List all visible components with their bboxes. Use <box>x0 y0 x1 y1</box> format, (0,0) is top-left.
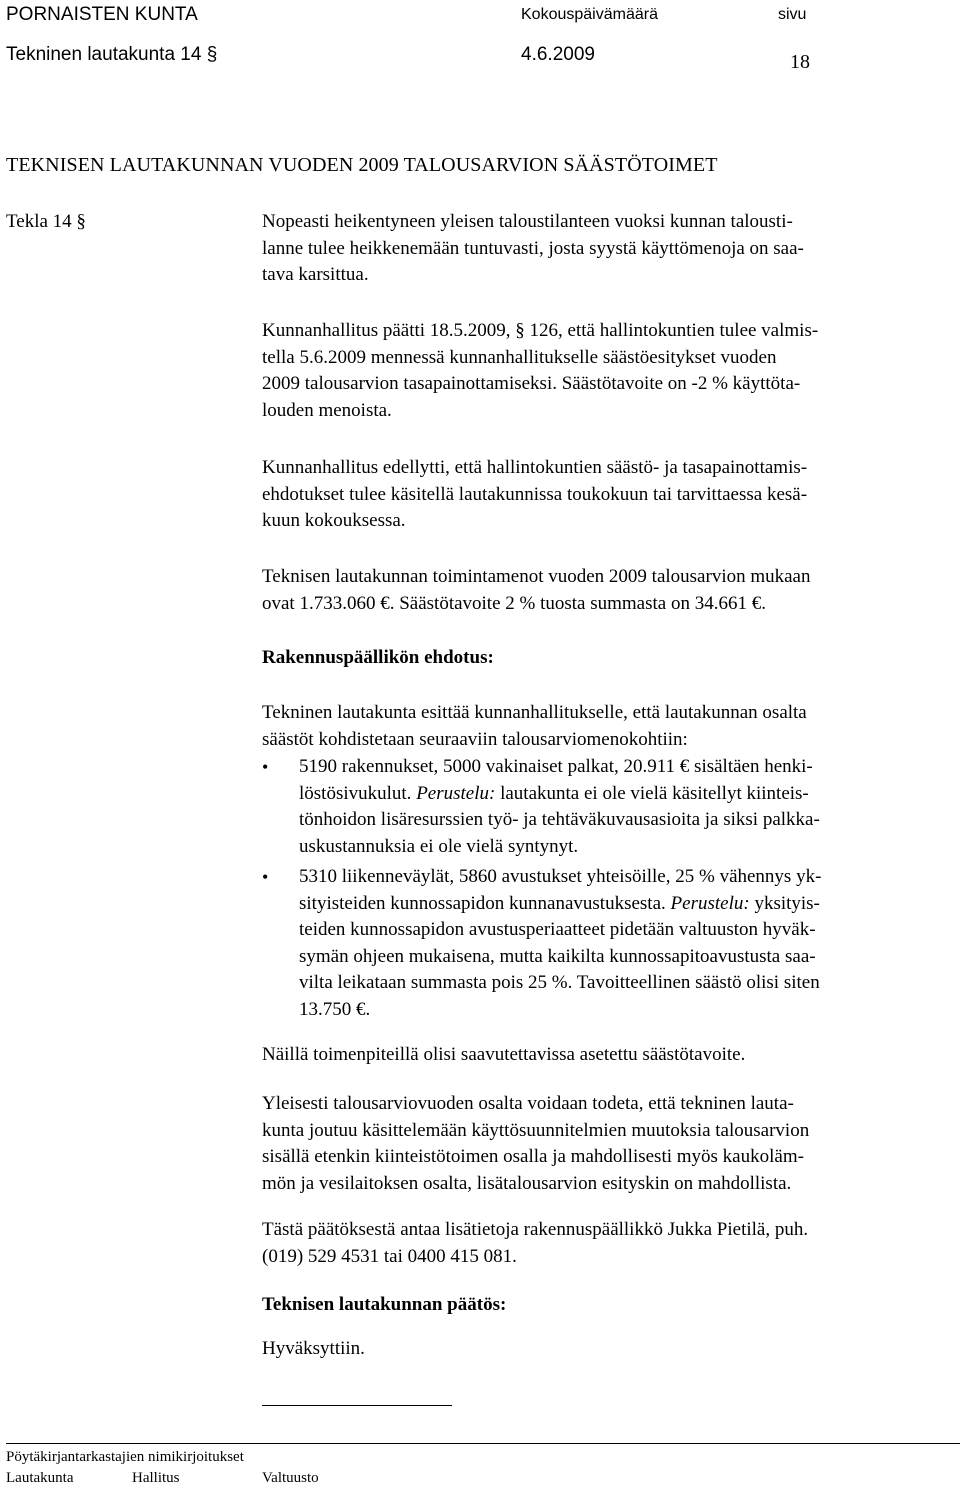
text-line: uskustannuksia ei ole vielä syntynyt. <box>299 835 579 857</box>
page-label: sivu <box>778 6 807 23</box>
text-line: Näillä toimenpiteillä olisi saavutettavissa asetettu säästötavoite. <box>262 1044 746 1065</box>
text-span: löstösivukulut. <box>299 782 417 804</box>
text-line: 5190 rakennukset, 5000 vakinaiset palkat, 20.911 € sisältäen henki- <box>299 756 813 777</box>
paragraph-6 <box>262 1042 745 1069</box>
text-line: tella 5.6.2009 mennessä kunnanhallitukselle säästöesitykset vuoden <box>262 346 777 368</box>
decision-value: Hyväksyttiin. <box>262 1338 365 1359</box>
paragraph-8 <box>262 1217 808 1270</box>
document-title: TEKNISEN LAUTAKUNNAN VUODEN 2009 TALOUSARVION SÄÄSTÖTOIMET <box>6 154 718 176</box>
text-line: 5310 liikenneväylät, 5860 avustukset yhteisöille, 25 % vähennys yk- <box>299 866 822 887</box>
proposal-heading <box>262 645 494 672</box>
paragraph-2 <box>262 318 818 424</box>
page-number: 18 <box>790 51 810 73</box>
text-line: ovat 1.733.060 €. Säästötavoite 2 % tuosta summasta on 34.661 €. <box>262 592 766 614</box>
text-line: louden menoista. <box>262 399 392 421</box>
footer-col-lautakunta: Lautakunta <box>6 1470 74 1486</box>
decision-text <box>262 1336 365 1363</box>
text-line: (019) 529 4531 tai 0400 415 081. <box>262 1245 517 1267</box>
text-line: ehdotukset tulee käsitellä lautakunnissa toukokuun tai tarvittaessa kesä- <box>262 483 808 505</box>
signatures-label: Pöytäkirjantarkastajien nimikirjoitukset <box>6 1449 244 1465</box>
text-line: kunta joutuu käsittelemään käyttösuunnitelmien muutoksia talousarvion <box>262 1119 810 1141</box>
proposal-heading-text: Rakennuspäällikön ehdotus: <box>262 647 494 668</box>
text-line: Teknisen lautakunnan toimintamenot vuoden 2009 talousarvion mukaan <box>262 566 811 587</box>
text-line: tava karsittua. <box>262 264 369 285</box>
meeting-date: 4.6.2009 <box>521 44 595 65</box>
bullet-item-2 <box>299 864 821 1023</box>
text-line <box>299 891 821 918</box>
text-line: Kunnanhallitus edellytti, että hallintokuntien säästö- ja tasapainottamis- <box>262 457 808 478</box>
text-span: sityisteiden kunnossapidon kunnanavustuksesta. <box>299 892 671 914</box>
text-line: Tekninen lautakunta esittää kunnanhallitukselle, että lautakunnan osalta <box>262 702 807 723</box>
text-line: kuun kokouksessa. <box>262 510 406 531</box>
footer-col-hallitus: Hallitus <box>132 1470 180 1486</box>
bullet-icon: • <box>262 757 269 777</box>
text-line: 13.750 €. <box>299 998 371 1020</box>
paragraph-7 <box>262 1091 809 1197</box>
text-line <box>299 781 820 808</box>
paragraph-1 <box>262 209 804 289</box>
footer-divider <box>6 1443 960 1444</box>
bullet-item-1 <box>299 754 820 860</box>
section-reference: Tekninen lautakunta 14 § <box>6 44 218 65</box>
text-line: vilta leikataan summasta pois 25 %. Tavoitteellinen säästö olisi siten <box>299 972 820 993</box>
italic-label: Perustelu: <box>670 892 750 914</box>
text-line: 2009 talousarvion tasapainottamiseksi. Säästötavoite on -2 % käyttöta- <box>262 373 801 394</box>
organization-name: PORNAISTEN KUNTA <box>6 4 198 25</box>
text-line: lanne tulee heikkenemään tuntuvasti, josta syystä käyttömenoja on saa- <box>262 237 804 259</box>
decision-heading-text: Teknisen lautakunnan päätös: <box>262 1294 507 1315</box>
paragraph-3 <box>262 455 807 535</box>
text-line: mön ja vesilaitoksen osalta, lisätalousarvion esityskin on mahdollista. <box>262 1172 792 1194</box>
date-label: Kokouspäivämäärä <box>521 6 658 23</box>
text-line: tönhoidon lisäresurssien työ- ja tehtäväkuvausasioita ja siksi palkka- <box>299 809 820 830</box>
text-line: Yleisesti talousarviovuoden osalta voidaan todeta, että tekninen lauta- <box>262 1093 794 1114</box>
text-line: sisällä etenkin kiinteistötoimen osalla ja mahdollisesti myös kaukoläm- <box>262 1146 804 1167</box>
text-line: Kunnanhallitus päätti 18.5.2009, § 126, että hallintokuntien tulee valmis- <box>262 320 819 341</box>
paragraph-4 <box>262 564 811 617</box>
text-line: Tästä päätöksestä antaa lisätietoja rakennuspäällikkö Jukka Pietilä, puh. <box>262 1219 809 1240</box>
footer-col-valtuusto: Valtuusto <box>262 1470 319 1486</box>
decision-heading <box>262 1292 506 1319</box>
italic-label: Perustelu: <box>416 782 496 804</box>
text-line: teiden kunnossapidon avustusperiaatteet pidetään valtuuston hyväk- <box>299 919 816 940</box>
text-span: yksityis- <box>749 892 820 914</box>
bullet-icon: • <box>262 867 269 887</box>
text-line: Nopeasti heikentyneen yleisen taloustilanteen vuoksi kunnan talousti- <box>262 211 793 232</box>
signature-line <box>262 1405 452 1406</box>
text-span: lautakunta ei ole vielä käsitellyt kiinteis- <box>495 782 809 804</box>
paragraph-5 <box>262 700 807 753</box>
text-line: symän ohjeen mukaisena, mutta kaikilta kunnossapitoavustusta saa- <box>299 945 816 967</box>
text-line: säästöt kohdistetaan seuraaviin talousarviomenokohtiin: <box>262 728 688 750</box>
section-ref: Tekla 14 § <box>6 211 86 232</box>
